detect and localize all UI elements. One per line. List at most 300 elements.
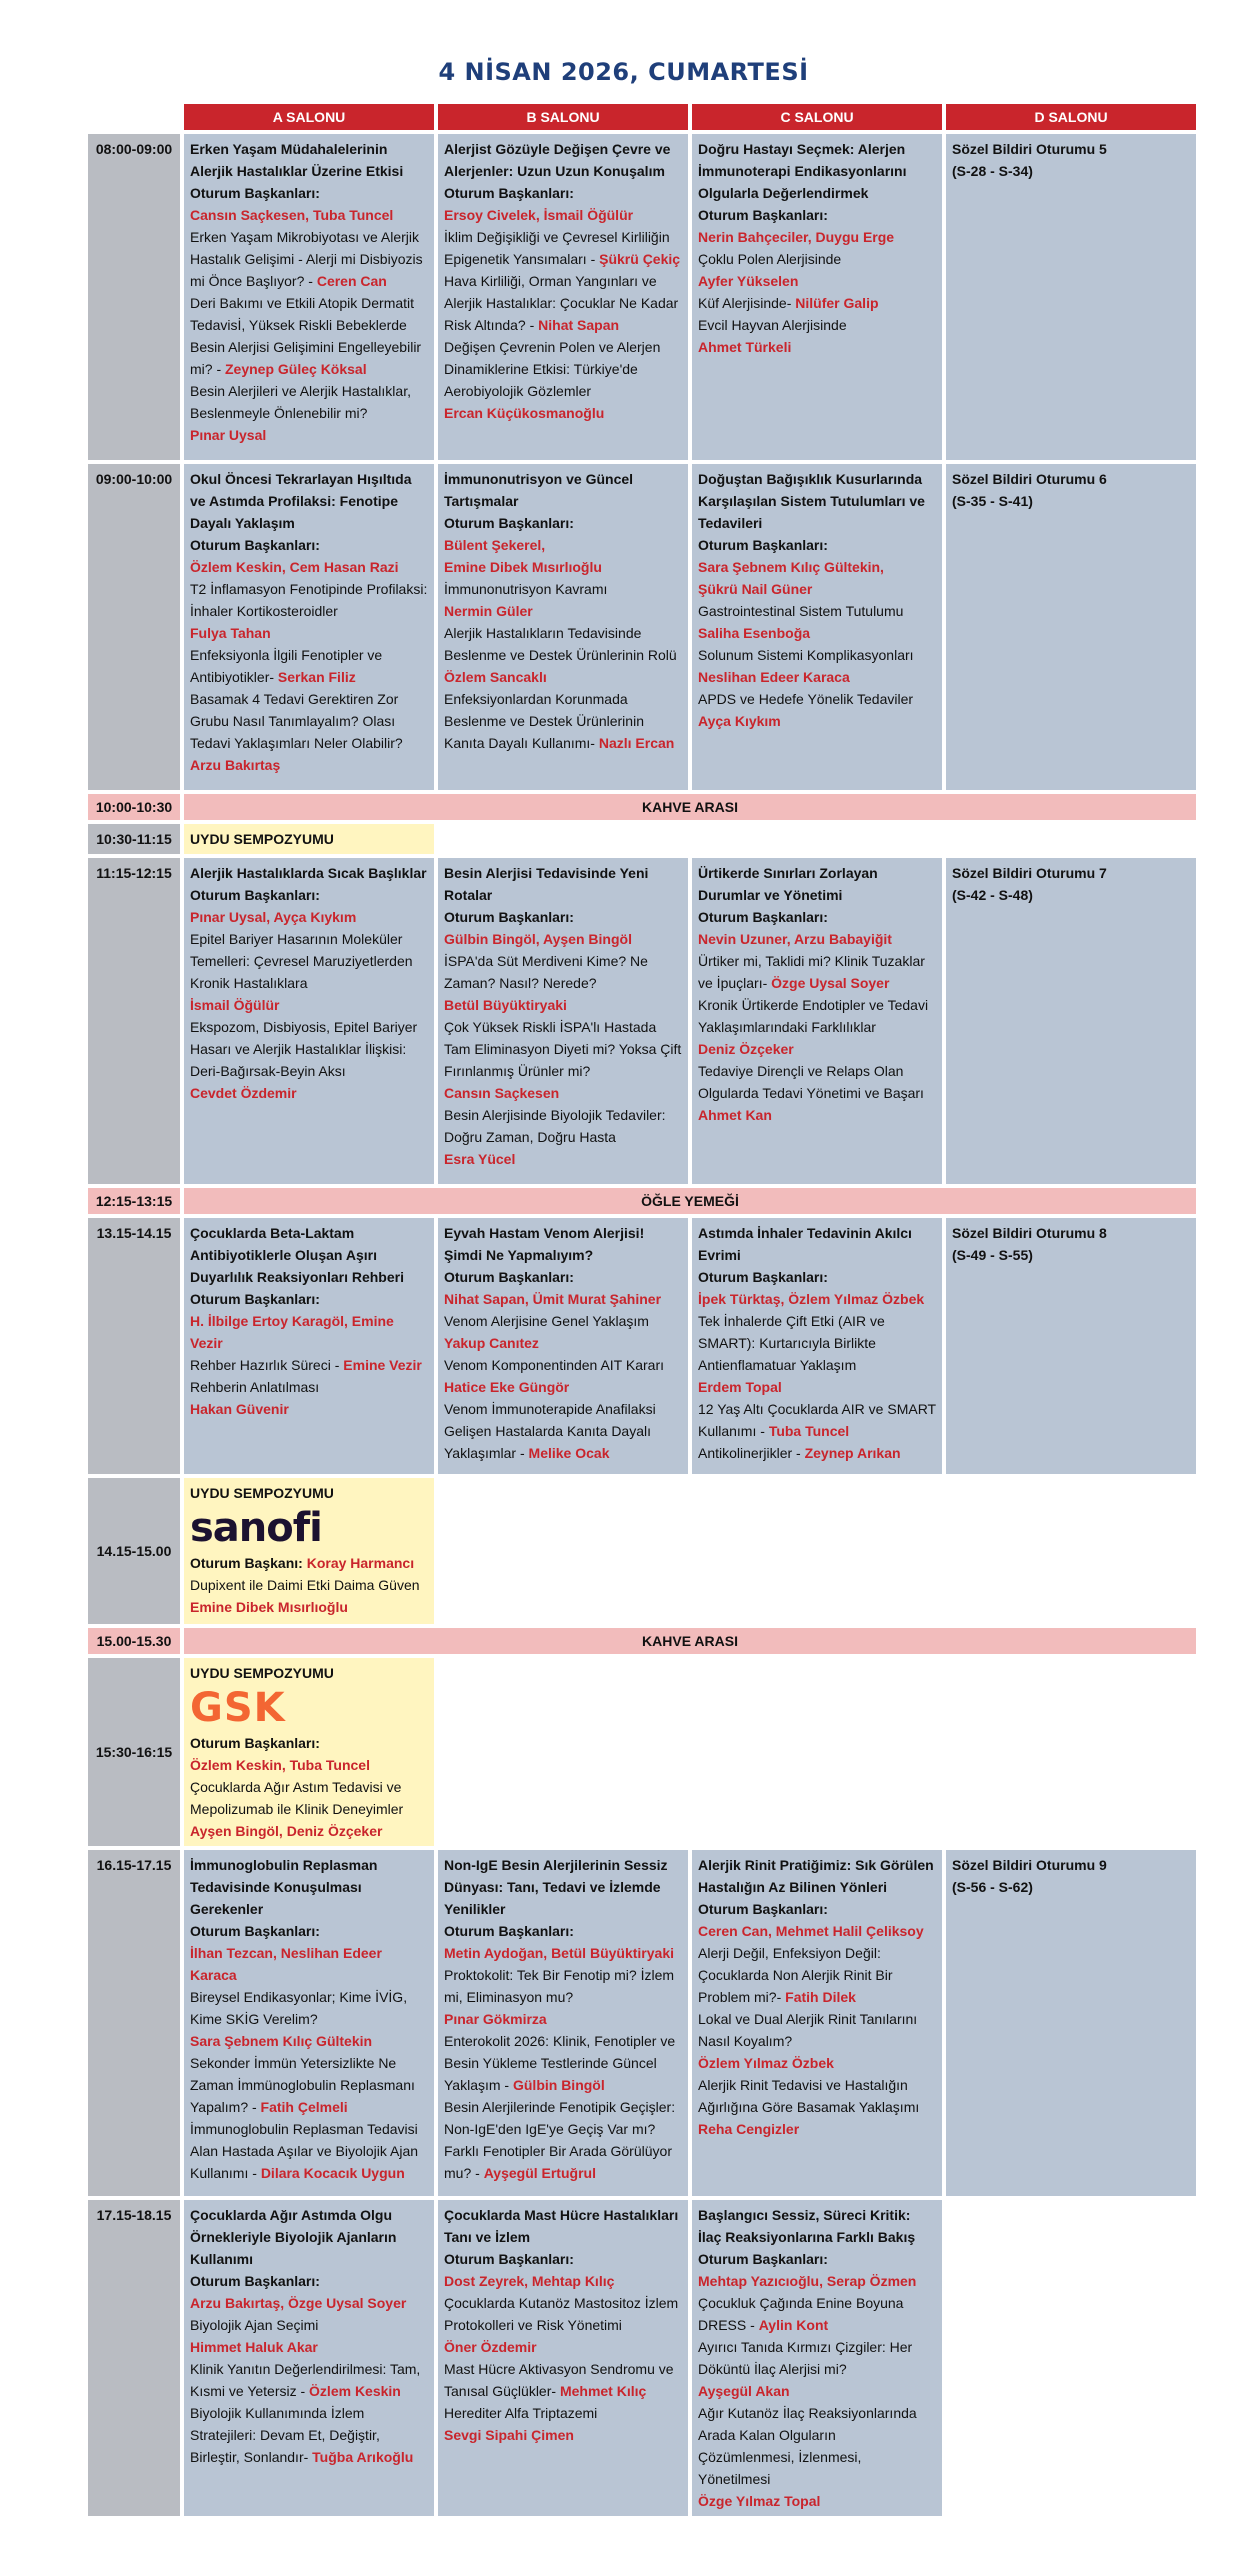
talk-line	[444, 270, 682, 336]
symposium-row	[88, 1658, 1196, 1846]
talk-line	[190, 1376, 428, 1398]
talk-title: Herediter Alfa Triptazemi	[444, 2405, 598, 2421]
speaker-name: Mehmet Kılıç	[559, 2383, 647, 2399]
talk-line	[698, 336, 936, 358]
talk-line	[444, 226, 682, 270]
talk-title: Çoklu Polen Alerjisinde	[698, 251, 842, 267]
chairs-names: Pınar Uysal, Ayça Kıykım	[190, 909, 357, 925]
chairs-names: Ersoy Civelek, İsmail Öğülür	[444, 207, 634, 223]
corner-cell	[88, 104, 180, 130]
talk-line	[444, 1016, 682, 1082]
session-title: Sözel Bildiri Oturumu 7	[952, 865, 1107, 881]
talk-line	[698, 622, 936, 644]
empty-cell	[946, 2200, 1196, 2516]
talk-title: Alerjik Rinit Tedavisi ve Hastalığın Ağırlığına Göre Basamak Yaklaşımı	[698, 2077, 920, 2115]
talk-line	[698, 950, 936, 994]
chairs-names: Nerin Bahçeciler, Duygu Erge	[698, 229, 895, 245]
talk-line	[698, 2292, 936, 2336]
session-title: Alerjist Gözüyle Değişen Çevre ve Alerjenler: Uzun Uzun Konuşalım	[444, 141, 671, 179]
talk-title: Rehberin Anlatılması	[190, 1379, 320, 1395]
talk-line	[190, 2118, 428, 2184]
talk-line	[444, 2030, 682, 2096]
talk-title: Çok Yüksek Riskli İSPA'lı Hastada Tam Eliminasyon Diyeti mi? Yoksa Çift Fırınlanmış Ürünler mi?	[444, 1019, 682, 1079]
speaker-name: İsmail Öğülür	[190, 997, 280, 1013]
talk-title: Enterokolit 2026: Klinik, Fenotipler ve Besin Yükleme Testlerinde Güncel Yaklaşım -	[444, 2033, 676, 2093]
talk-line	[698, 1060, 936, 1104]
talk-title: İklim Değişikliği ve Çevresel Kirliliğin Epigenetik Yansımaları -	[444, 229, 670, 267]
chairs-names: Cansın Saçkesen, Tuba Tuncel	[190, 207, 394, 223]
chairs-label: Oturum Başkanları:	[698, 2251, 828, 2267]
talk-line	[444, 1082, 682, 1104]
talk-line	[444, 402, 682, 424]
talk-title: APDS ve Hedefe Yönelik Tedaviler	[698, 691, 914, 707]
talk-title: Besin Alerjisinde Biyolojik Tedaviler: Doğru Zaman, Doğru Hasta	[444, 1107, 666, 1145]
chairs-names: Şükrü Nail Güner	[698, 581, 813, 597]
session-title: Başlangıcı Sessiz, Süreci Kritik: İlaç Reaksiyonlarına Farklı Bakış	[698, 2207, 916, 2245]
chairs-label: Oturum Başkanları:	[698, 1901, 828, 1917]
empty-cell	[438, 1478, 688, 1624]
session-title: Sözel Bildiri Oturumu 8	[952, 1225, 1107, 1241]
session-title: Besin Alerjisi Tedavisinde Yeni Rotalar	[444, 865, 649, 903]
talk-title: Epitel Bariyer Hasarının Moleküler Temelleri: Çevresel Maruziyetlerden Kronik Hastalıklara	[190, 931, 413, 991]
break-row	[88, 794, 1196, 820]
session-cell	[692, 2200, 942, 2516]
talk-title: Gastrointestinal Sistem Tutulumu	[698, 603, 904, 619]
talk-line	[444, 950, 682, 994]
talk-title: Evcil Hayvan Alerjisinde	[698, 317, 847, 333]
chairs-label: Oturum Başkanları:	[190, 2273, 320, 2289]
session-cell	[184, 2200, 434, 2516]
talk-line	[444, 578, 682, 600]
speaker-name: Reha Cengizler	[698, 2121, 800, 2137]
speaker-name: Ahmet Kan	[698, 1107, 772, 1123]
chairs-line	[190, 1552, 428, 1574]
chairs-names: Özlem Keskin, Cem Hasan Razi	[190, 559, 399, 575]
talk-title: Çocuklarda Kutanöz Mastositoz İzlem Protokolleri ve Risk Yönetimi	[444, 2295, 679, 2333]
talk-title: Deri Bakımı ve Etkili Atopik Dermatit Tedavisİ, Yüksek Riskli Bebeklerde Besin Alerjisi Gelişimini Engelleyebilir mi? -	[190, 295, 422, 377]
speaker-name: Hakan Güvenir	[190, 1401, 289, 1417]
symposium-label: UYDU SEMPOZYUMU	[190, 1485, 334, 1501]
session-title: Doğuştan Bağışıklık Kusurlarında Karşılaşılan Sistem Tutulumları ve Tedavileri	[698, 471, 925, 531]
session-title: Sözel Bildiri Oturumu 6	[952, 471, 1107, 487]
talk-title: Tedaviye Dirençli ve Relaps Olan Olgularda Tedavi Yönetimi ve Başarı	[698, 1063, 924, 1101]
talk-title: Besin Alerjileri ve Alerjik Hastalıklar, Beslenmeyle Önlenebilir mi?	[190, 383, 411, 421]
speaker-name: Dilara Kocacık Uygun	[260, 2165, 405, 2181]
session-cell	[438, 134, 688, 460]
symposium-row	[88, 824, 1196, 854]
speaker-name: Ercan Küçükosmanoğlu	[444, 405, 605, 421]
talk-line	[698, 710, 936, 732]
speaker-name: Nilüfer Galip	[795, 295, 879, 311]
session-row	[88, 464, 1196, 790]
session-row	[88, 1850, 1196, 2196]
speaker-name: Özlem Sancaklı	[444, 669, 547, 685]
session-row	[88, 134, 1196, 460]
speaker-name: Betül Büyüktiryaki	[444, 997, 567, 1013]
speaker-name: Yakup Canıtez	[444, 1335, 539, 1351]
session-title: İmmunoglobulin Replasman Tedavisinde Konuşulması Gerekenler	[190, 1857, 378, 1917]
talk-title: Rehber Hazırlık Süreci -	[190, 1357, 344, 1373]
talk-line	[698, 2008, 936, 2052]
talk-line	[444, 1376, 682, 1398]
speaker-name: Ayça Kıykım	[698, 713, 781, 729]
talk-title: T2 İnflamasyon Fenotipinde Profilaksi: İnhaler Kortikosteroidler	[190, 581, 428, 619]
talk-line	[698, 2336, 936, 2380]
talk-title: Değişen Çevrenin Polen ve Alerjen Dinamiklerine Etkisi: Türkiye'de Aerobiyolojik Gözlemler	[444, 339, 661, 399]
chairs-label: Oturum Başkanları:	[190, 887, 320, 903]
talk-line	[698, 270, 936, 292]
talk-line	[190, 380, 428, 424]
talk-line	[190, 928, 428, 994]
speaker-name: Sara Şebnem Kılıç Gültekin	[190, 2033, 373, 2049]
break-time: 12:15-13:15	[88, 1188, 180, 1214]
talk-line	[698, 314, 936, 336]
talk-title: Sekonder İmmün Yetersizlikte Ne Zaman İmmünoglobulin Replasmanı Yapalım? -	[190, 2055, 415, 2115]
talk-title: Besin Alerjilerinde Fenotipik Geçişler: Non-IgE'den IgE'ye Geçiş Var mı? Farklı Fenotipler Bir Arada Görülüyor mu? -	[444, 2099, 676, 2181]
talk-title: Ağır Kutanöz İlaç Reaksiyonlarında Arada Kalan Olguların Çözümlenmesi, İzlenmesi, Yönetilmesi	[698, 2405, 917, 2487]
talk-line	[698, 1942, 936, 2008]
page-title: 4 NİSAN 2026, CUMARTESİ	[438, 58, 809, 86]
speaker-name: Saliha Esenboğa	[698, 625, 811, 641]
talk-title: Venom Alerjisine Genel Yaklaşım	[444, 1313, 649, 1329]
session-cell	[438, 858, 688, 1184]
talk-line	[444, 600, 682, 622]
session-cell	[946, 1218, 1196, 1474]
speaker-name: Nazlı Ercan	[598, 735, 675, 751]
break-time: 15.00-15.30	[88, 1628, 180, 1654]
talk-title: Klinik Yanıtın Değerlendirilmesi: Tam, Kısmi ve Yetersiz -	[190, 2361, 421, 2399]
chairs-names: Dost Zeyrek, Mehtap Kılıç	[444, 2273, 615, 2289]
talk-line	[698, 688, 936, 710]
speaker-name: Özge Uysal Soyer	[771, 975, 890, 991]
talk-line	[190, 1016, 428, 1082]
speaker-name: Pınar Uysal	[190, 427, 267, 443]
talk-line	[698, 1442, 936, 1464]
session-title: Çocuklarda Mast Hücre Hastalıkları Tanı ve İzlem	[444, 2207, 679, 2245]
speaker-name: Özge Yılmaz Topal	[698, 2493, 821, 2509]
chairs-label: Oturum Başkanları:	[444, 909, 574, 925]
talk-line	[190, 2358, 428, 2402]
talk-title: Mast Hücre Aktivasyon Sendromu ve Tanısal Güçlükler-	[444, 2361, 674, 2399]
speaker-name: Nihat Sapan	[538, 317, 620, 333]
session-title: Alerjik Rinit Pratiğimiz: Sık Görülen Hastalığın Az Bilinen Yönleri	[698, 1857, 934, 1895]
time-slot: 14.15-15.00	[88, 1478, 180, 1624]
time-slot: 17.15-18.15	[88, 2200, 180, 2516]
chairs-label: Oturum Başkanları:	[444, 1269, 574, 1285]
talk-line	[190, 1082, 428, 1104]
session-row	[88, 1218, 1196, 1474]
chairs-names: Özlem Keskin, Tuba Tuncel	[190, 1757, 370, 1773]
talk-line	[190, 292, 428, 380]
speaker-name: Sevgi Sipahi Çimen	[444, 2427, 574, 2443]
speaker-name: Deniz Özçeker	[698, 1041, 794, 1057]
talk-line	[444, 1398, 682, 1464]
empty-cell	[438, 1658, 688, 1846]
time-slot: 15:30-16:15	[88, 1658, 180, 1846]
talk-title: Lokal ve Dual Alerjik Rinit Tanılarını Nasıl Koyalım?	[698, 2011, 918, 2049]
talk-title: Çocukluk Çağında Enine Boyuna DRESS -	[698, 2295, 904, 2333]
chairs-names: Ceren Can, Mehmet Halil Çeliksoy	[698, 1923, 924, 1939]
speaker-name: Fulya Tahan	[190, 625, 271, 641]
session-row	[88, 858, 1196, 1184]
session-cell	[692, 1218, 942, 1474]
chairs-line	[190, 1732, 428, 1776]
talk-line	[698, 292, 936, 314]
talk-line	[444, 2358, 682, 2402]
session-title: Çocuklarda Ağır Astımda Olgu Örnekleriyle Biyolojik Ajanların Kullanımı	[190, 2207, 397, 2267]
talk-line	[190, 2336, 428, 2358]
talk-title: Bireysel Endikasyonlar; Kime İVİG, Kime SKİG Verelim?	[190, 1989, 408, 2027]
session-code-range: (S-35 - S-41)	[952, 493, 1033, 509]
speaker-name: Ceren Can	[316, 273, 387, 289]
session-code-range: (S-49 - S-55)	[952, 1247, 1033, 1263]
break-label: KAHVE ARASI	[184, 794, 1196, 820]
symposium-cell	[184, 1478, 434, 1624]
talk-line	[444, 2096, 682, 2184]
talk-title: Hava Kirliliği, Orman Yangınları ve Alerjik Hastalıklar: Çocuklar Ne Kadar Risk Altında? -	[444, 273, 679, 333]
chairs-names: Metin Aydoğan, Betül Büyüktiryaki	[444, 1945, 674, 1961]
talk-line	[698, 2402, 936, 2490]
speaker-name: Zeynep Arıkan	[804, 1445, 901, 1461]
session-cell	[946, 464, 1196, 790]
talk-title: Solunum Sistemi Komplikasyonları	[698, 647, 914, 663]
chairs-label: Oturum Başkanları:	[190, 537, 320, 553]
talk-title: Biyolojik Kullanımında İzlem Stratejileri: Devam Et, Değiştir, Birleştir, Sonlandır-	[190, 2405, 380, 2465]
session-cell	[438, 1218, 688, 1474]
talk-line	[444, 1332, 682, 1354]
speaker-name: Arzu Bakırtaş	[190, 757, 281, 773]
session-cell	[692, 1850, 942, 2196]
talk-line	[698, 2490, 936, 2512]
talk-line	[190, 754, 428, 776]
speaker-name: Hatice Eke Güngör	[444, 1379, 570, 1395]
speaker-name: Esra Yücel	[444, 1151, 516, 1167]
speaker-name: Öner Özdemir	[444, 2339, 537, 2355]
talk-title: Basamak 4 Tedavi Gerektiren Zor Grubu Nasıl Tanımlayalım? Olası Tedavi Yaklaşımları Neler Olabilir?	[190, 691, 403, 751]
session-cell	[438, 1850, 688, 2196]
session-title: Non-IgE Besin Alerjilerinin Sessiz Dünyası: Tanı, Tedavi ve İzlemde Yenilikler	[444, 1857, 668, 1917]
chairs-names: Mehtap Yazıcıoğlu, Serap Özmen	[698, 2273, 917, 2289]
chairs-label: Oturum Başkanları:	[190, 185, 320, 201]
talk-line	[190, 2030, 428, 2052]
sanofi-logo: sanofi	[190, 1505, 322, 1551]
chairs-label: Oturum Başkanları:	[444, 185, 574, 201]
talk-line	[698, 644, 936, 666]
chairs-label: Oturum Başkanları:	[698, 1269, 828, 1285]
session-title: Eyvah Hastam Venom Alerjisi! Şimdi Ne Yapmalıyım?	[444, 1225, 645, 1263]
talk-line	[190, 226, 428, 292]
talk-line	[698, 2380, 936, 2402]
session-cell	[946, 858, 1196, 1184]
speaker-name: Emine Dibek Mısırlıoğlu	[190, 1599, 348, 1615]
time-slot: 13.15-14.15	[88, 1218, 180, 1474]
break-row	[88, 1188, 1196, 1214]
speaker-name: Melike Ocak	[528, 1445, 610, 1461]
talk-line	[190, 424, 428, 446]
time-slot: 09:00-10:00	[88, 464, 180, 790]
talk-line	[190, 1354, 428, 1376]
speaker-name: Emine Vezir	[343, 1357, 422, 1373]
schedule-table	[84, 100, 1200, 2520]
talk-line	[698, 600, 936, 622]
talk-line	[698, 2118, 936, 2140]
session-title: İmmunonutrisyon ve Güncel Tartışmalar	[444, 471, 634, 509]
symposium-cell	[184, 1658, 434, 1846]
chairs-label: Oturum Başkanları:	[444, 1923, 574, 1939]
speaker-name: Aylin Kont	[758, 2317, 829, 2333]
talk-title: Ekspozom, Disbiyosis, Epitel Bariyer Hasarı ve Alerjik Hastalıklar İlişkisi: Deri-Bağırsak-Beyin Aksı	[190, 1019, 418, 1079]
symposium-label: UYDU SEMPOZYUMU	[190, 831, 334, 847]
speaker-name: Gülbin Bingöl	[512, 2077, 605, 2093]
time-slot: 16.15-17.15	[88, 1850, 180, 2196]
talk-title: Biyolojik Ajan Seçimi	[190, 2317, 319, 2333]
talk-line	[698, 1398, 936, 1442]
chairs-names: Sara Şebnem Kılıç Gültekin,	[698, 559, 884, 575]
session-cell	[692, 858, 942, 1184]
talk-title: Kronik Ürtikerde Endotipler ve Tedavi Yaklaşımlarındaki Farklılıklar	[698, 997, 929, 1035]
session-cell	[692, 134, 942, 460]
talk-title: Antikolinerjikler -	[698, 1445, 805, 1461]
talk-title: Küf Alerjisinde-	[698, 295, 796, 311]
speaker-name: Himmet Haluk Akar	[190, 2339, 318, 2355]
talk-line	[444, 2336, 682, 2358]
talk-title: Alerji Değil, Enfeksiyon Değil: Çocuklarda Non Alerjik Rinit Bir Problem mi?-	[698, 1945, 893, 2005]
header-row	[88, 104, 1196, 130]
talk-line	[444, 994, 682, 1016]
talk-line	[444, 622, 682, 666]
empty-cell	[946, 1478, 1196, 1624]
symposium-row	[88, 1478, 1196, 1624]
session-code-range: (S-56 - S-62)	[952, 1879, 1033, 1895]
break-label: KAHVE ARASI	[184, 1628, 1196, 1654]
session-cell	[946, 134, 1196, 460]
session-title: Sözel Bildiri Oturumu 9	[952, 1857, 1107, 1873]
session-cell	[184, 1850, 434, 2196]
session-cell	[184, 1218, 434, 1474]
speaker-name: Neslihan Edeer Karaca	[698, 669, 850, 685]
talk-line	[444, 1310, 682, 1332]
speaker-name: Zeynep Güleç Köksal	[225, 361, 367, 377]
chairs-names: Emine Dibek Mısırlıoğlu	[444, 559, 602, 575]
chairs-names: Koray Harmancı	[306, 1555, 415, 1571]
speaker-name: Ahmet Türkeli	[698, 339, 792, 355]
session-title: Çocuklarda Beta-Laktam Antibiyotiklerle Oluşan Aşırı Duyarlılık Reaksiyonları Rehberi	[190, 1225, 404, 1285]
speaker-name: Ayşen Bingöl, Deniz Özçeker	[190, 1823, 383, 1839]
talk-title: Ayırıcı Tanıda Kırmızı Çizgiler: Her Döküntü İlaç Alerjisi mi?	[698, 2339, 913, 2377]
talk-line	[444, 666, 682, 688]
talk-line	[444, 1104, 682, 1148]
talk-line	[190, 2402, 428, 2468]
symposium-cell	[184, 824, 434, 854]
empty-cell	[946, 1658, 1196, 1846]
empty-cell	[946, 824, 1196, 854]
chairs-names: Gülbin Bingöl, Ayşen Bingöl	[444, 931, 632, 947]
talk-line	[698, 2052, 936, 2074]
speaker-name: Ayşegül Ertuğrul	[483, 2165, 596, 2181]
talk-title: Erken Yaşam Mikrobiyotası ve Alerjik Hastalık Gelişimi - Alerji mi Disbiyozis mi Önce Başlıyor? -	[190, 229, 423, 289]
speaker-name: Serkan Filiz	[277, 669, 356, 685]
chairs-label: Oturum Başkanları:	[698, 207, 828, 223]
empty-cell	[692, 1478, 942, 1624]
session-cell	[184, 134, 434, 460]
chairs-names: Nevin Uzuner, Arzu Babayiğit	[698, 931, 892, 947]
session-title: Doğru Hastayı Seçmek: Alerjen İmmunoterapi Endikasyonlarını Olgularla Değerlendirmek	[698, 141, 907, 201]
speaker-name: Özlem Yılmaz Özbek	[698, 2055, 834, 2071]
session-title: Sözel Bildiri Oturumu 5	[952, 141, 1107, 157]
chairs-names: İlhan Tezcan, Neslihan Edeer Karaca	[190, 1945, 382, 1983]
session-code-range: (S-28 - S-34)	[952, 163, 1033, 179]
talk-line	[698, 1310, 936, 1376]
talk-title: Venom Komponentinden AIT Kararı	[444, 1357, 664, 1373]
talk-line	[698, 2074, 936, 2118]
speaker-name: Tuba Tuncel	[768, 1423, 850, 1439]
talk-line	[444, 1148, 682, 1170]
session-cell	[692, 464, 942, 790]
chairs-label: Oturum Başkanları:	[444, 515, 574, 531]
talk-title: Enfeksiyonlardan Korunmada Beslenme ve Destek Ürünlerinin Kanıta Dayalı Kullanımı-	[444, 691, 644, 751]
talk-line	[444, 2402, 682, 2424]
talk-line	[444, 1354, 682, 1376]
header-d-salonu: D SALONU	[946, 104, 1196, 130]
session-title: Astımda İnhaler Tedavinin Akılcı Evrimi	[698, 1225, 912, 1263]
talk-title: Alerjik Hastalıkların Tedavisinde Beslenme ve Destek Ürünlerinin Rolü	[444, 625, 677, 663]
talk-title: Venom İmmunoterapide Anafilaksi Gelişen Hastalarda Kanıta Dayalı Yaklaşımlar -	[444, 1401, 656, 1461]
speaker-name: Özlem Keskin	[309, 2383, 401, 2399]
speaker-name: Fatih Çelmeli	[260, 2099, 348, 2115]
empty-cell	[692, 824, 942, 854]
header-c-salonu: C SALONU	[692, 104, 942, 130]
talk-line	[444, 2424, 682, 2446]
talk-line	[190, 1398, 428, 1420]
talk-line	[444, 2008, 682, 2030]
chairs-names: H. İlbilge Ertoy Karagöl, Emine Vezir	[190, 1313, 394, 1351]
speaker-name: Nermin Güler	[444, 603, 533, 619]
talk-title: İmmunonutrisyon Kavramı	[444, 581, 608, 597]
session-cell	[438, 2200, 688, 2516]
talk-line	[190, 644, 428, 688]
session-code-range: (S-42 - S-48)	[952, 887, 1033, 903]
session-cell	[184, 464, 434, 790]
talk-line	[698, 666, 936, 688]
chairs-label: Oturum Başkanları:	[698, 909, 828, 925]
talk-line	[190, 688, 428, 754]
chairs-names: İpek Türktaş, Özlem Yılmaz Özbek	[698, 1291, 925, 1307]
talk-line	[444, 2292, 682, 2336]
session-cell	[184, 858, 434, 1184]
speaker-name: Fatih Dilek	[785, 1989, 856, 2005]
talk-line	[698, 1104, 936, 1126]
talk-line	[190, 1986, 428, 2030]
talk-line	[190, 622, 428, 644]
time-slot: 10:30-11:15	[88, 824, 180, 854]
speaker-name: Erdem Topal	[698, 1379, 782, 1395]
break-row	[88, 1628, 1196, 1654]
speaker-name: Şükrü Çekiç	[599, 251, 681, 267]
talk-title: Tek İnhalerde Çift Etki (AIR ve SMART): Kurtarıcıyla Birlikte Antienflamatuar Yaklaşım	[698, 1313, 885, 1373]
talk-line	[190, 578, 428, 622]
speaker-name: Cansın Saçkesen	[444, 1085, 560, 1101]
time-slot: 11:15-12:15	[88, 858, 180, 1184]
session-title: Okul Öncesi Tekrarlayan Hışıltıda ve Astımda Profilaksi: Fenotipe Dayalı Yaklaşım	[190, 471, 412, 531]
talk-line	[444, 688, 682, 754]
talk-line	[698, 1038, 936, 1060]
chairs-label: Oturum Başkanları:	[444, 2251, 574, 2267]
chairs-label: Oturum Başkanları:	[190, 1291, 320, 1307]
time-slot: 08:00-09:00	[88, 134, 180, 460]
header-a-salonu: A SALONU	[184, 104, 434, 130]
talk-title: İmmunoglobulin Replasman Tedavisi Alan Hastada Aşılar ve Biyolojik Ajan Kullanımı -	[190, 2121, 419, 2181]
speaker-name: Cevdet Özdemir	[190, 1085, 297, 1101]
